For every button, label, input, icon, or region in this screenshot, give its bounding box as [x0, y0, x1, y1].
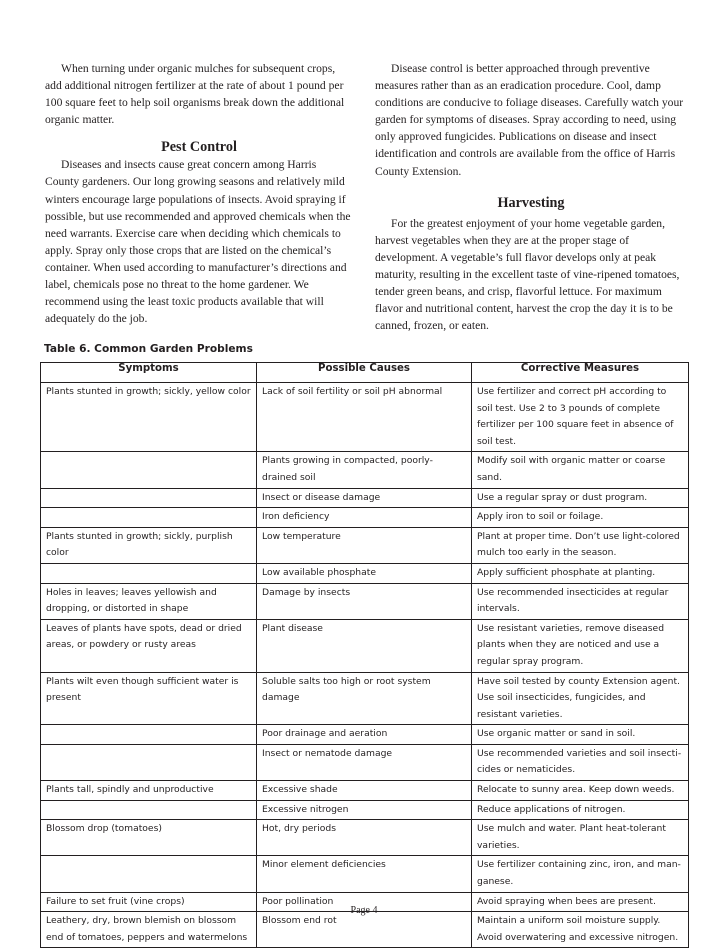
table-row: [41, 488, 689, 508]
measure-cell: Use fertilizer containing zinc, iron, and man-ganese.: [472, 856, 689, 892]
right-column: [375, 60, 687, 334]
table-row: [41, 725, 689, 745]
symptom-cell: Holes in leaves; leaves yellowish and dropping, or distorted in shape: [41, 583, 257, 619]
table-caption: Table 6. Common Garden Problems: [44, 343, 253, 355]
garden-problems-table: [40, 362, 689, 948]
cause-cell: Poor drainage and aeration: [257, 725, 472, 745]
table-row: [41, 619, 689, 672]
corrective-measures-header: Corrective Measures: [472, 363, 689, 383]
table-row: [41, 508, 689, 528]
symptom-cell: Failure to set fruit (vine crops): [41, 892, 257, 912]
table-row: [41, 800, 689, 820]
possible-causes-header: Possible Causes: [257, 363, 472, 383]
symptoms-header: Symptoms: [41, 363, 257, 383]
measure-cell: Use fertilizer and correct pH according to soil test. Use 2 to 3 pounds of complete fertilizer per 100 square feet in absence of soil test.: [472, 383, 689, 452]
measure-cell: Have soil tested by county Extension agent. Use soil insecticides, fungicides, and resistant varieties.: [472, 672, 689, 725]
symptom-cell: [41, 563, 257, 583]
cause-cell: Plant disease: [257, 619, 472, 672]
cause-cell: Excessive shade: [257, 781, 472, 801]
measure-cell: Apply sufficient phosphate at planting.: [472, 563, 689, 583]
cause-cell: Soluble salts too high or root system damage: [257, 672, 472, 725]
symptom-cell: [41, 744, 257, 780]
left-column: [45, 60, 353, 327]
measure-cell: Use a regular spray or dust program.: [472, 488, 689, 508]
table-row: [41, 383, 689, 452]
cause-cell: Insect or disease damage: [257, 488, 472, 508]
symptom-cell: [41, 508, 257, 528]
symptom-cell: [41, 452, 257, 488]
disease-control-paragraph: Disease control is better approached through preventive measures rather than as an eradication procedure. Cool, damp conditions are conducive to foliage diseases. Carefully watch your garden for symptoms of diseases. Spray according to need, using only approved fungicides. Publications on disease and insect identification and controls are available from the office of Harris County Extension.: [375, 62, 684, 178]
cause-cell: Iron deficiency: [257, 508, 472, 528]
cause-cell: Blossom end rot: [257, 912, 472, 948]
symptom-cell: Blossom drop (tomatoes): [41, 820, 257, 856]
harvesting-heading: Harvesting: [497, 194, 565, 211]
table-row: [41, 672, 689, 725]
harvesting-paragraph: For the greatest enjoyment of your home vegetable garden, harvest vegetables when they are at the proper stage of development. A vegetable’s full flavor develops only at peak maturity, resulting in the excellent taste of vine-ripened tomatoes, tender green beans, and crisp, flavorful lettuce. For maximum flavor and nutritional content, harvest the crop the day it is to be canned, frozen, or eaten.: [375, 216, 680, 333]
measure-cell: Plant at proper time. Don’t use light-colored mulch too early in the season.: [472, 527, 689, 563]
table-row: [41, 583, 689, 619]
symptom-cell: Plants tall, spindly and unproductive: [41, 781, 257, 801]
symptom-cell: [41, 800, 257, 820]
measure-cell: Use recommended insecticides at regular intervals.: [472, 583, 689, 619]
symptom-cell: Plants stunted in growth; sickly, purplish color: [41, 527, 257, 563]
measure-cell: Use resistant varieties, remove diseased plants when they are noticed and use a regular spray program.: [472, 619, 689, 672]
table-row: [41, 820, 689, 856]
measure-cell: Avoid spraying when bees are present.: [472, 892, 689, 912]
table-row: [41, 563, 689, 583]
measure-cell: Apply iron to soil or foilage.: [472, 508, 689, 528]
cause-cell: Low temperature: [257, 527, 472, 563]
pest-control-paragraph: Diseases and insects cause great concern among Harris County gardeners. Our long growing seasons and relatively mild winters encourage large populations of insects. Avoid spraying if possible, but use recommended and approved chemicals when the need warrants. Exercise care when deciding which chemicals to apply. Spray only those crops that are listed on the chemical’s container. When used according to manufacturer’s directions and label, chemicals pose no threat to the home gardener. We recommend using the least toxic products available that will adequately do the job.: [45, 158, 351, 326]
cause-cell: Damage by insects: [257, 583, 472, 619]
table-row: [41, 856, 689, 892]
measure-cell: Use organic matter or sand in soil.: [472, 725, 689, 745]
cause-cell: Insect or nematode damage: [257, 744, 472, 780]
table-header-row: [41, 363, 689, 383]
cause-cell: Excessive nitrogen: [257, 800, 472, 820]
mulch-paragraph: When turning under organic mulches for subsequent crops, add additional nitrogen fertilizer at the rate of about 1 pound per 100 square feet to help soil organisms break down the additional organic matter.: [45, 62, 345, 127]
symptom-cell: Leaves of plants have spots, dead or dried areas, or powdery or rusty areas: [41, 619, 257, 672]
table-row: [41, 452, 689, 488]
measure-cell: Modify soil with organic matter or coarse sand.: [472, 452, 689, 488]
measure-cell: Use mulch and water. Plant heat-tolerant varieties.: [472, 820, 689, 856]
cause-cell: Lack of soil fertility or soil pH abnormal: [257, 383, 472, 452]
symptom-cell: Plants wilt even though sufficient water is present: [41, 672, 257, 725]
page-number: Page 4: [350, 905, 378, 916]
symptom-cell: Plants stunted in growth; sickly, yellow color: [41, 383, 257, 452]
table-row: [41, 527, 689, 563]
measure-cell: Use recommended varieties and soil insecti-cides or nematicides.: [472, 744, 689, 780]
table-row: [41, 912, 689, 948]
cause-cell: Poor pollination: [257, 892, 472, 912]
cause-cell: Plants growing in compacted, poorly-drained soil: [257, 452, 472, 488]
symptom-cell: [41, 856, 257, 892]
symptom-cell: Leathery, dry, brown blemish on blossom end of tomatoes, peppers and watermelons: [41, 912, 257, 948]
cause-cell: Low available phosphate: [257, 563, 472, 583]
measure-cell: Relocate to sunny area. Keep down weeds.: [472, 781, 689, 801]
measure-cell: Maintain a uniform soil moisture supply. Avoid overwatering and excessive nitrogen.: [472, 912, 689, 948]
table-row: [41, 781, 689, 801]
measure-cell: Reduce applications of nitrogen.: [472, 800, 689, 820]
cause-cell: Hot, dry periods: [257, 820, 472, 856]
symptom-cell: [41, 725, 257, 745]
symptom-cell: [41, 488, 257, 508]
table-row: [41, 744, 689, 780]
pest-control-heading: Pest Control: [161, 139, 237, 156]
cause-cell: Minor element deficiencies: [257, 856, 472, 892]
